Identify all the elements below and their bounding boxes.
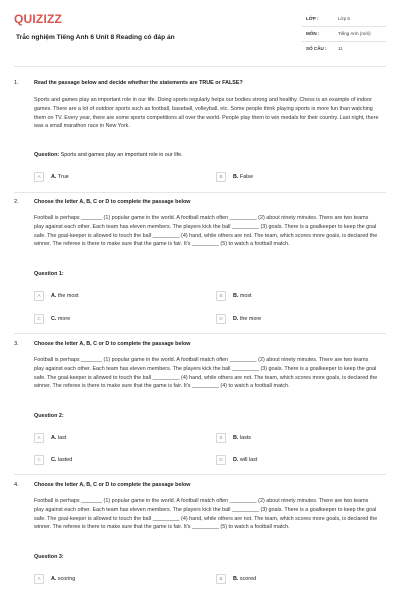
option-letter: A. [51, 575, 57, 582]
header-divider [14, 66, 386, 67]
question-number: 3. [14, 341, 19, 347]
option-box[interactable]: A [34, 291, 44, 301]
option-box[interactable]: A [34, 433, 44, 443]
meta-row-question-count [302, 42, 386, 57]
option-letter: D. [233, 315, 239, 322]
sub-question-label: Question 1: [34, 271, 64, 277]
quizizz-logo[interactable]: QUIZIZZ [14, 12, 63, 26]
option-text: lasted [57, 456, 73, 463]
option-text: the most [57, 292, 79, 299]
option-box[interactable]: D [216, 455, 226, 465]
option-text: more [57, 315, 71, 322]
question-4 [14, 482, 386, 594]
option-letter: B. [233, 575, 239, 582]
question-number: 2. [14, 199, 19, 205]
question-2 [14, 199, 386, 329]
option-letter: A. [51, 173, 57, 180]
question-divider [14, 474, 386, 475]
worksheet-title: Trắc nghiệm Tiếng Anh 6 Unit 8 Reading có đáp án [16, 34, 175, 41]
sub-question-label: Question 2: [34, 413, 64, 419]
option-box[interactable]: D [216, 314, 226, 324]
option-box[interactable]: C [34, 314, 44, 324]
option-box[interactable]: B [216, 172, 226, 182]
question-instruction: Choose the letter A, B, C or D to complete the passage below [34, 199, 191, 205]
question-number: 4. [14, 482, 19, 488]
option-text: True [57, 173, 69, 180]
question-number: 1. [14, 80, 19, 86]
option-letter: C. [51, 456, 57, 463]
reading-passage: Sports and games play an important role in our life. Doing sports regularly helps our bodies strong and healthy. Chess is an example of indoor games. There are a lot of outdoor sports such as football, baseball, volleyball, etc. Some people think playing sports is more fun than watching them on TV. Every year, there are some sports competitions all over the world. People play them to win medals for their country. Last night, there was a small marathon race in New York. [34, 97, 379, 130]
sub-question-label: Question 3: [34, 554, 64, 560]
question-instruction: Choose the letter A, B, C or D to complete the passage below [34, 341, 191, 347]
option-box[interactable]: B [216, 574, 226, 584]
question-instruction: Choose the letter A, B, C or D to complete the passage below [34, 482, 191, 488]
option-letter: D. [233, 456, 239, 463]
option-text: scoring [57, 575, 76, 582]
meta-label: LỚP : [306, 16, 319, 21]
worksheet-header [14, 12, 386, 62]
question-1 [14, 80, 386, 190]
option-letter: B. [233, 434, 239, 441]
question-3 [14, 341, 386, 471]
meta-value: Lớp 6 [338, 16, 350, 21]
option-box[interactable]: C [34, 455, 44, 465]
option-box[interactable]: A [34, 574, 44, 584]
option-box[interactable]: B [216, 433, 226, 443]
option-letter: A. [51, 434, 57, 441]
question-instruction: Read the passage below and decide whether the statements are TRUE or FALSE? [34, 80, 243, 86]
meta-value: 11 [338, 46, 343, 51]
question-divider [14, 192, 386, 193]
question-label: Question: [34, 152, 60, 158]
question-divider [14, 333, 386, 334]
meta-label: MÔN : [306, 31, 320, 36]
meta-row-grade [302, 12, 386, 27]
option-text: will last [239, 456, 258, 463]
option-text: scored [239, 575, 257, 582]
option-text: most [239, 292, 252, 299]
question-prompt [34, 152, 183, 158]
option-letter: B. [233, 173, 239, 180]
meta-value: Tiếng Anh (mới) [338, 31, 371, 36]
option-box[interactable]: B [216, 291, 226, 301]
option-letter: B. [233, 292, 239, 299]
meta-row-subject [302, 27, 386, 42]
question-text: Sports and games play an important role in our life. [60, 152, 183, 158]
worksheet-meta [302, 12, 386, 57]
option-text: lasts [239, 434, 251, 441]
option-text: last [57, 434, 67, 441]
option-letter: C. [51, 315, 57, 322]
reading-passage: Football is perhaps _______ (1) popular game in the world. A football match often _________ (2) about ninety minutes. There are two teams play against each other. Each team has eleven members. The players kick the ball _________ (3) goals. There is a goalkeeper to keep the goal safe. The goal-keeper is allowed to touch the ball _________ (4) hand, while others are not. The team, which scores more goals, is declared the winner. The referee is there to make sure that the game is fair. It's _________ (5) to watch a football match. [34, 215, 378, 248]
option-text: False [239, 173, 254, 180]
option-box[interactable]: A [34, 172, 44, 182]
option-text: the more [239, 315, 262, 322]
meta-label: SỐ CÂU : [306, 46, 327, 51]
reading-passage: Football is perhaps _______ (1) popular game in the world. A football match often _________ (2) about ninety minutes. There are two teams play against each other. Each team has eleven members. The players kick the ball _________ (3) goals. There is a goalkeeper to keep the goal safe. The goal-keeper is allowed to touch the ball _________ (4) hand, while others are not. The team, which scores more goals, is declared the winner. The referee is there to make sure that the game is fair. It's _________ (4) to watch a football match. [34, 357, 378, 390]
option-letter: A. [51, 292, 57, 299]
reading-passage: Football is perhaps _______ (1) popular game in the world. A football match often _________ (2) about ninety minutes. There are two teams play against each other. Each team has eleven members. The players kick the ball _________ (3) goals. There is a goalkeeper to keep the goal safe. The goal-keeper is allowed to touch the ball _________ (4) hand, while others are not. The team, which scores more goals, is declared the winner. The referee is there to make sure that the game is fair. It's _________ (5) to watch a football match. [34, 498, 378, 531]
